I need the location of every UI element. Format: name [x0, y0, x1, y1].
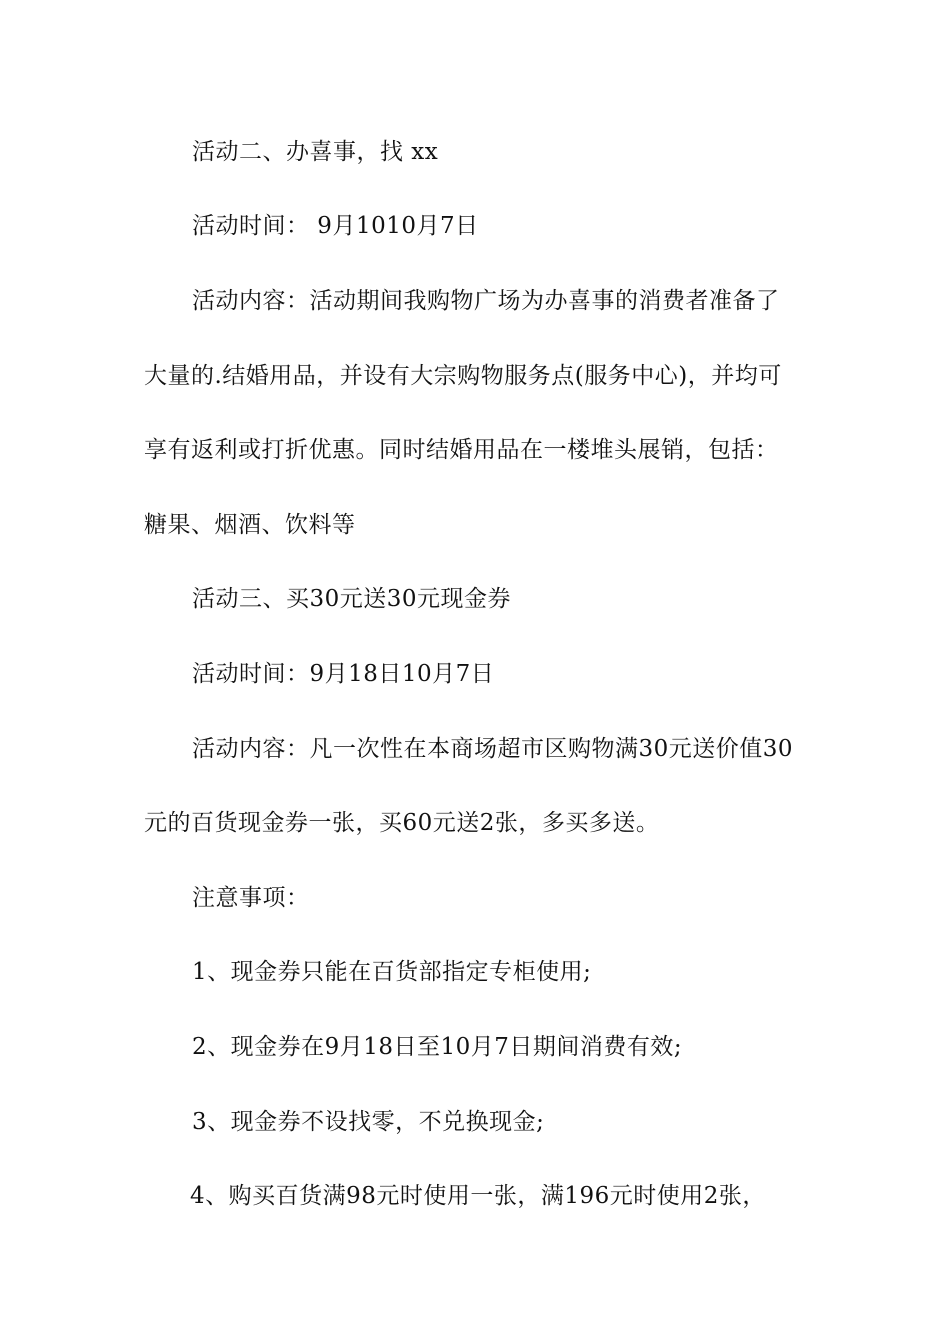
- note-item-4: 4、购买百货满98元时使用一张，满196元时使用2张，: [190, 1183, 766, 1209]
- note-item-2: 2、现金券在9月18日至10月7日期间消费有效;: [192, 1034, 683, 1060]
- note-item-3: 3、现金券不设找零，不兑换现金;: [192, 1109, 545, 1135]
- activity-three-content-line-1: 活动内容：凡一次性在本商场超市区购物满30元送价值30: [192, 736, 794, 762]
- activity-three-heading: 活动三、买30元送30元现金券: [192, 586, 512, 612]
- activity-three-time: 活动时间：9月18日10月7日: [192, 661, 495, 687]
- notes-heading: 注意事项：: [192, 885, 310, 911]
- activity-three-content-line-2: 元的百货现金券一张，买60元送2张，多买多送。: [144, 810, 660, 836]
- activity-two-heading: 活动二、办喜事，找 xx: [192, 139, 439, 165]
- activity-two-content-line-4: 糖果、烟酒、饮料等: [144, 512, 356, 538]
- activity-two-content-line-3: 享有返利或打折优惠。同时结婚用品在一楼堆头展销，包括：: [144, 437, 779, 463]
- activity-two-content-line-1: 活动内容：活动期间我购物广场为办喜事的消费者准备了: [192, 288, 780, 314]
- activity-two-content-line-2: 大量的.结婚用品，并设有大宗购物服务点(服务中心)，并均可: [144, 363, 782, 389]
- note-item-1: 1、现金券只能在百货部指定专柜使用;: [192, 959, 592, 985]
- activity-two-time: 活动时间： 9月1010月7日: [192, 213, 479, 239]
